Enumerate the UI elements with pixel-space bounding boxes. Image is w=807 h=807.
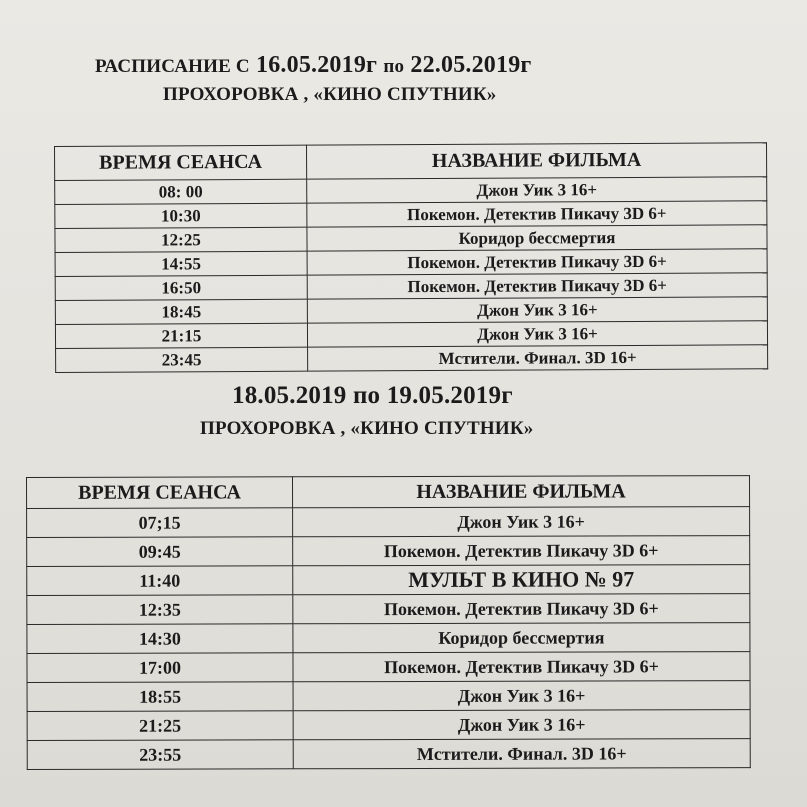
film-title: Покемон. Детектив Пикачу 3D 6+	[293, 536, 750, 566]
table-row	[27, 536, 750, 567]
session-time: 21:15	[55, 323, 307, 348]
session-time: 16:50	[55, 275, 307, 300]
schedule-2-title: 18.05.2019 по 19.05.2019г	[232, 382, 513, 409]
table-row	[27, 623, 750, 654]
film-title: Джон Уик 3 16+	[293, 710, 750, 740]
schedule-1-table	[54, 142, 768, 373]
schedule-1-title	[95, 52, 532, 79]
film-title: Покемон. Детектив Пикачу 3D 6+	[293, 594, 750, 624]
film-title: Мстители. Финал. 3D 16+	[293, 739, 750, 769]
table-header-row	[27, 476, 750, 509]
session-time: 18:45	[55, 299, 307, 324]
table-row	[27, 739, 750, 770]
schedule-1-date-from: 16.05.2019г	[256, 52, 378, 78]
session-time: 12:25	[55, 227, 307, 252]
film-title: Джон Уик 3 16+	[307, 177, 767, 203]
schedule-1-venue: ПРОХОРОВКА , «КИНО СПУТНИК»	[163, 84, 497, 105]
session-time: 23:55	[27, 740, 293, 770]
session-time: 07;15	[27, 508, 293, 538]
table-row	[27, 710, 750, 741]
film-title: Джон Уик 3 16+	[293, 507, 750, 537]
session-time: 14:55	[55, 251, 307, 276]
session-time: 11:40	[27, 566, 293, 596]
session-time: 18:55	[27, 682, 293, 712]
film-title: Коридор бессмертия	[293, 623, 750, 653]
column-header-film: НАЗВАНИЕ ФИЛЬМА	[306, 143, 766, 179]
session-time: 23:45	[56, 347, 308, 372]
table-row	[27, 681, 750, 712]
session-time: 14:30	[27, 624, 293, 654]
film-title: Покемон. Детектив Пикачу 3D 6+	[307, 273, 767, 299]
film-title: Мстители. Финал. 3D 16+	[308, 345, 768, 371]
schedule-1-date-to: 22.05.2019г	[410, 52, 532, 78]
column-header-time: ВРЕМЯ СЕАНСА	[27, 477, 293, 509]
film-title: Покемон. Детектив Пикачу 3D 6+	[307, 249, 767, 275]
film-title: Джон Уик 3 16+	[307, 321, 767, 347]
film-title: Джон Уик 3 16+	[307, 297, 767, 323]
schedule-1-title-mid: по	[383, 56, 405, 77]
session-time: 17:00	[27, 653, 293, 683]
film-title: Коридор бессмертия	[307, 225, 767, 251]
column-header-film: НАЗВАНИЕ ФИЛЬМА	[293, 476, 750, 508]
table-row	[27, 594, 750, 625]
session-time: 09:45	[27, 537, 293, 567]
schedule-2-venue: ПРОХОРОВКА , «КИНО СПУТНИК»	[200, 418, 534, 439]
table-row	[27, 507, 750, 538]
schedule-2-table	[26, 475, 751, 770]
session-time: 08: 00	[55, 179, 307, 204]
film-title: Джон Уик 3 16+	[293, 681, 750, 711]
film-title: Покемон. Детектив Пикачу 3D 6+	[293, 652, 750, 682]
schedule-1-title-prefix: РАСПИСАНИЕ С	[95, 56, 250, 77]
session-time: 10:30	[55, 203, 307, 228]
table-row	[27, 652, 750, 683]
film-title: Покемон. Детектив Пикачу 3D 6+	[307, 201, 767, 227]
session-time: 21:25	[27, 711, 293, 741]
session-time: 12:35	[27, 595, 293, 625]
table-row	[27, 565, 750, 596]
film-title: МУЛЬТ В КИНО № 97	[293, 565, 750, 595]
table-row	[56, 345, 768, 373]
table-header-row	[55, 143, 767, 181]
column-header-time: ВРЕМЯ СЕАНСА	[55, 145, 307, 180]
